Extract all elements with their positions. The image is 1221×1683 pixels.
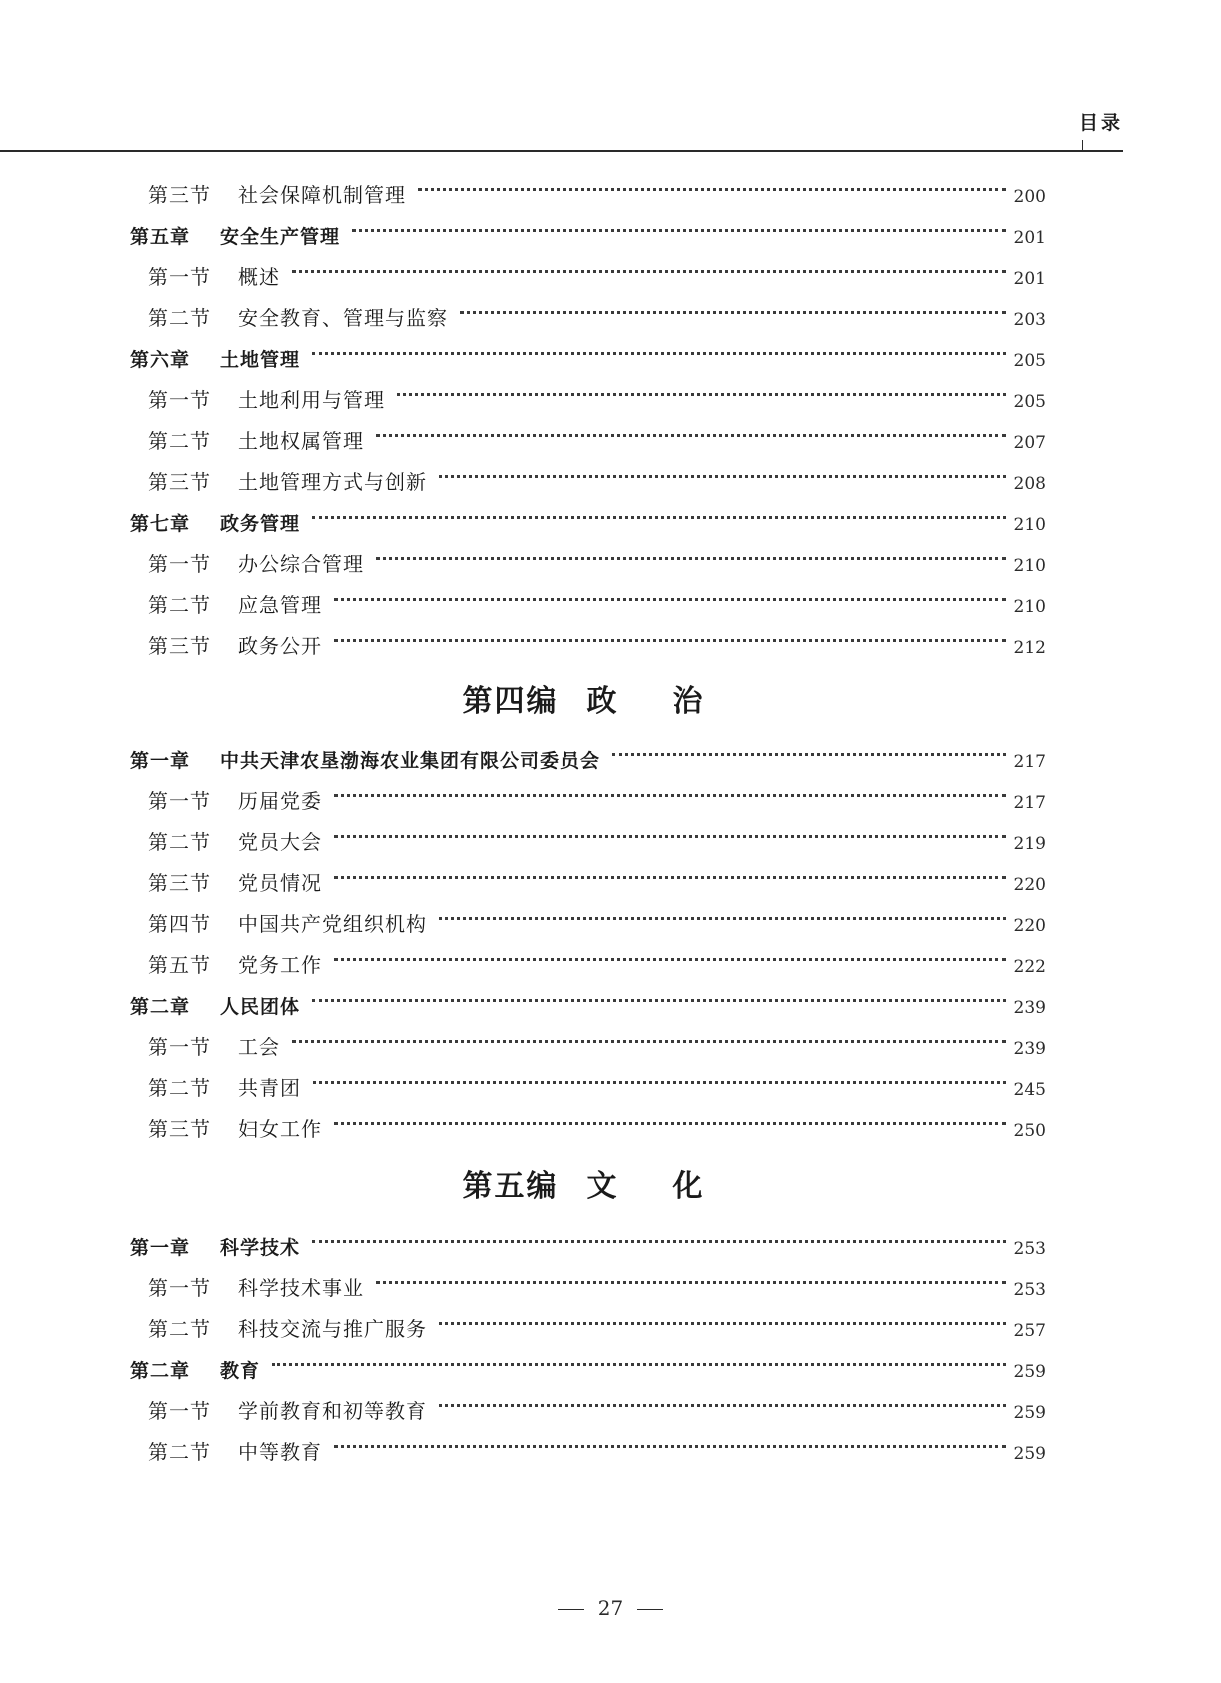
section-number: 第一节 <box>148 1276 211 1300</box>
toc-section-line <box>0 1423 1221 1464</box>
chapter-title: 土地管理 <box>220 349 301 371</box>
toc-section-entry[interactable] <box>148 1059 1046 1100</box>
page-ref: 250 <box>1013 1121 1046 1141</box>
page-ref: 217 <box>1013 793 1046 813</box>
chapter-number: 第一章 <box>130 750 191 772</box>
toc-chapter-entry[interactable] <box>130 494 1046 535</box>
chapter-number: 第一章 <box>130 1237 191 1259</box>
section-title: 党员情况 <box>238 871 322 895</box>
section-number: 第三节 <box>148 1117 211 1141</box>
section-title: 历届党委 <box>238 789 322 813</box>
dot-leader <box>312 494 1006 530</box>
toc-section-entry[interactable] <box>148 936 1046 977</box>
chapter-number: 第二章 <box>130 996 191 1018</box>
toc-section-entry[interactable] <box>148 248 1046 289</box>
chapter-number: 第五章 <box>130 226 191 248</box>
footer-dash-right <box>637 1609 663 1610</box>
toc-chapter-line <box>0 731 1221 772</box>
toc-section-entry[interactable] <box>148 813 1046 854</box>
dot-leader <box>439 453 1006 489</box>
section-title: 科技交流与推广服务 <box>238 1317 427 1341</box>
dot-leader <box>334 1100 1006 1136</box>
toc-section-line <box>0 371 1221 412</box>
section-number: 第二节 <box>148 306 211 330</box>
chapter-title: 安全生产管理 <box>220 226 341 248</box>
toc-section-entry[interactable] <box>148 1100 1046 1141</box>
section-title: 共青团 <box>238 1076 301 1100</box>
toc-section-entry[interactable] <box>148 412 1046 453</box>
dot-leader <box>292 1018 1006 1054</box>
dot-leader <box>312 977 1006 1013</box>
section-title: 土地管理方式与创新 <box>238 470 427 494</box>
toc-section-line <box>0 166 1221 207</box>
toc-section-entry[interactable] <box>148 1018 1046 1059</box>
dot-leader <box>334 813 1006 849</box>
toc-section-line <box>0 453 1221 494</box>
chapter-title: 政务管理 <box>220 513 301 535</box>
section-number: 第一节 <box>148 265 211 289</box>
toc-section-entry[interactable] <box>148 1382 1046 1423</box>
page-footer <box>0 1596 1221 1620</box>
toc-section-line <box>0 895 1221 936</box>
dot-leader <box>612 731 1006 767</box>
toc-section-line <box>0 289 1221 330</box>
toc-section-line <box>0 248 1221 289</box>
toc-chapter-entry[interactable] <box>130 977 1046 1018</box>
page-number: 27 <box>597 1596 624 1620</box>
toc-section-line <box>0 535 1221 576</box>
toc-section-line <box>0 412 1221 453</box>
toc-section-line <box>0 1300 1221 1341</box>
section-number: 第三节 <box>148 871 211 895</box>
section-number: 第二节 <box>148 429 211 453</box>
section-title: 中国共产党组织机构 <box>238 912 427 936</box>
chapter-title: 中共天津农垦渤海农业集团有限公司委员会 <box>220 750 601 772</box>
toc-section-line <box>0 1259 1221 1300</box>
toc-chapter-entry[interactable] <box>130 330 1046 371</box>
toc-chapter-line <box>0 1218 1221 1259</box>
section-number: 第三节 <box>148 470 211 494</box>
page-ref: 203 <box>1013 310 1046 330</box>
toc-chapter-entry[interactable] <box>130 1218 1046 1259</box>
toc-section-line <box>0 1059 1221 1100</box>
dot-leader <box>334 1423 1006 1459</box>
dot-leader <box>352 207 1006 243</box>
page-ref: 253 <box>1013 1280 1046 1300</box>
page-ref: 220 <box>1013 875 1046 895</box>
section-title: 党务工作 <box>238 953 322 977</box>
part-heading-4 <box>0 676 1221 720</box>
section-number: 第一节 <box>148 388 211 412</box>
toc-chapter-line <box>0 1341 1221 1382</box>
dot-leader <box>334 617 1006 653</box>
toc-chapter-entry[interactable] <box>130 731 1046 772</box>
dot-leader <box>313 1059 1006 1095</box>
page-ref: 210 <box>1013 597 1046 617</box>
section-number: 第五节 <box>148 953 211 977</box>
dot-leader <box>334 936 1006 972</box>
section-number: 第二节 <box>148 1317 211 1341</box>
chapter-title: 教育 <box>220 1360 261 1382</box>
section-title: 土地权属管理 <box>238 429 364 453</box>
dot-leader <box>334 854 1006 890</box>
dot-leader <box>272 1341 1006 1377</box>
page-ref: 212 <box>1013 638 1046 658</box>
section-title: 概述 <box>238 265 280 289</box>
section-title: 安全教育、管理与监察 <box>238 306 448 330</box>
footer-dash-left <box>558 1609 584 1610</box>
part-name: 政治 <box>586 684 759 719</box>
toc-section-entry[interactable] <box>148 535 1046 576</box>
section-title: 政务公开 <box>238 634 322 658</box>
header-rule <box>0 150 1123 152</box>
page-ref: 259 <box>1013 1362 1046 1382</box>
toc-chapter-line <box>0 207 1221 248</box>
toc-section-entry[interactable] <box>148 854 1046 895</box>
dot-leader <box>376 535 1006 571</box>
toc-section-entry[interactable] <box>148 772 1046 813</box>
page-ref: 208 <box>1013 474 1046 494</box>
dot-leader <box>439 1300 1006 1336</box>
toc-section-entry[interactable] <box>148 617 1046 658</box>
page-ref: 219 <box>1013 834 1046 854</box>
toc-section-line <box>0 1100 1221 1141</box>
part-number: 第四编 <box>462 684 559 719</box>
toc-section-entry[interactable] <box>148 289 1046 330</box>
page-ref: 201 <box>1013 228 1046 248</box>
part-name: 文化 <box>586 1169 759 1204</box>
page-ref: 210 <box>1013 515 1046 535</box>
page-ref: 200 <box>1013 187 1046 207</box>
toc-section-entry[interactable] <box>148 1423 1046 1464</box>
section-title: 应急管理 <box>238 593 322 617</box>
toc-chapter-entry[interactable] <box>130 207 1046 248</box>
chapter-number: 第二章 <box>130 1360 191 1382</box>
section-title: 学前教育和初等教育 <box>238 1399 427 1423</box>
dot-leader <box>397 371 1006 407</box>
part-number: 第五编 <box>462 1169 559 1204</box>
section-title: 社会保障机制管理 <box>238 183 406 207</box>
page-ref: 239 <box>1013 998 1046 1018</box>
dot-leader <box>334 576 1006 612</box>
dot-leader <box>334 772 1006 808</box>
toc-section-entry[interactable] <box>148 371 1046 412</box>
section-number: 第一节 <box>148 1399 211 1423</box>
dot-leader <box>460 289 1006 325</box>
section-number: 第四节 <box>148 912 211 936</box>
chapter-number: 第七章 <box>130 513 191 535</box>
section-number: 第三节 <box>148 183 211 207</box>
running-header-label: 目录 <box>1078 112 1123 134</box>
toc-section-line <box>0 1382 1221 1423</box>
section-title: 党员大会 <box>238 830 322 854</box>
page-ref: 205 <box>1013 351 1046 371</box>
toc-chapter-line <box>0 494 1221 535</box>
chapter-title: 科学技术 <box>220 1237 301 1259</box>
page-ref: 259 <box>1013 1403 1046 1423</box>
page-ref: 205 <box>1013 392 1046 412</box>
page-ref: 239 <box>1013 1039 1046 1059</box>
toc-chapter-entry[interactable] <box>130 1341 1046 1382</box>
toc-section-line <box>0 617 1221 658</box>
chapter-number: 第六章 <box>130 349 191 371</box>
chapter-title: 人民团体 <box>220 996 301 1018</box>
dot-leader <box>292 248 1006 284</box>
page-ref: 220 <box>1013 916 1046 936</box>
page-ref: 257 <box>1013 1321 1046 1341</box>
toc-chapter-line <box>0 330 1221 371</box>
page-ref: 222 <box>1013 957 1046 977</box>
part-heading-5 <box>0 1161 1221 1205</box>
toc-chapter-line <box>0 977 1221 1018</box>
dot-leader <box>376 412 1006 448</box>
header-rule-tick <box>1082 140 1083 152</box>
section-title: 中等教育 <box>238 1440 322 1464</box>
toc-section-entry[interactable] <box>148 166 1046 207</box>
section-number: 第一节 <box>148 1035 211 1059</box>
section-number: 第一节 <box>148 789 211 813</box>
page-ref: 259 <box>1013 1444 1046 1464</box>
section-number: 第二节 <box>148 830 211 854</box>
page-ref: 210 <box>1013 556 1046 576</box>
section-number: 第一节 <box>148 552 211 576</box>
section-number: 第二节 <box>148 593 211 617</box>
dot-leader <box>439 1382 1006 1418</box>
dot-leader <box>376 1259 1006 1295</box>
page-ref: 245 <box>1013 1080 1046 1100</box>
toc-section-line <box>0 1018 1221 1059</box>
section-number: 第三节 <box>148 634 211 658</box>
toc-section-line <box>0 936 1221 977</box>
toc-section-entry[interactable] <box>148 453 1046 494</box>
toc-section-entry[interactable] <box>148 895 1046 936</box>
dot-leader <box>439 895 1006 931</box>
page-ref: 201 <box>1013 269 1046 289</box>
toc-section-line <box>0 576 1221 617</box>
page-ref: 217 <box>1013 752 1046 772</box>
toc-section-entry[interactable] <box>148 1300 1046 1341</box>
dot-leader <box>312 1218 1006 1254</box>
toc-section-entry[interactable] <box>148 576 1046 617</box>
toc-section-line <box>0 772 1221 813</box>
section-title: 土地利用与管理 <box>238 388 385 412</box>
section-number: 第二节 <box>148 1440 211 1464</box>
section-title: 科学技术事业 <box>238 1276 364 1300</box>
toc-section-entry[interactable] <box>148 1259 1046 1300</box>
dot-leader <box>312 330 1006 366</box>
section-number: 第二节 <box>148 1076 211 1100</box>
section-title: 办公综合管理 <box>238 552 364 576</box>
toc-section-line <box>0 854 1221 895</box>
toc-section-line <box>0 813 1221 854</box>
page-ref: 253 <box>1013 1239 1046 1259</box>
page-ref: 207 <box>1013 433 1046 453</box>
section-title: 妇女工作 <box>238 1117 322 1141</box>
section-title: 工会 <box>238 1035 280 1059</box>
dot-leader <box>418 166 1006 202</box>
